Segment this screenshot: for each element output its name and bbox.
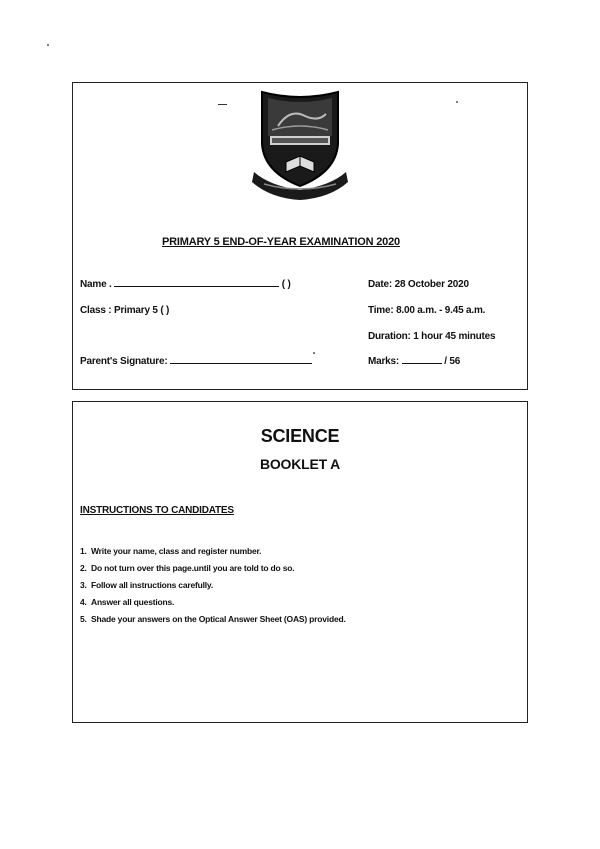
exam-time: Time: 8.00 a.m. - 9.45 a.m. xyxy=(368,305,486,316)
instructions-list xyxy=(80,545,346,630)
subject-title: SCIENCE xyxy=(260,426,340,446)
name-register-bracket: ( ) xyxy=(281,279,291,290)
marks-line xyxy=(402,363,442,364)
scan-speck xyxy=(47,44,49,46)
instructions-heading: INSTRUCTIONS TO CANDIDATES xyxy=(80,505,234,516)
booklet-title: BOOKLET A xyxy=(259,456,341,472)
instruction-item: 5. Shade your answers on the Optical Answer Sheet (OAS) provided. xyxy=(80,614,346,624)
marks-label: Marks: xyxy=(368,356,400,367)
exam-title: PRIMARY 5 END-OF-YEAR EXAMINATION 2020 xyxy=(162,236,400,248)
parent-signature-field xyxy=(80,356,312,367)
marks-field xyxy=(368,356,460,367)
class-field: Class : Primary 5 ( ) xyxy=(80,305,170,316)
exam-duration: Duration: 1 hour 45 minutes xyxy=(368,331,496,342)
school-crest-logo xyxy=(250,86,350,201)
name-label: Name . xyxy=(80,279,112,290)
instruction-item: 2. Do not turn over this page.until you are told to do so. xyxy=(80,563,295,573)
parent-signature-label: Parent's Signature: xyxy=(80,356,168,367)
name-field xyxy=(80,279,291,290)
instruction-item: 3. Follow all instructions carefully. xyxy=(80,580,213,590)
name-line xyxy=(114,286,279,287)
marks-total: / 56 xyxy=(444,356,461,367)
instruction-item: 4. Answer all questions. xyxy=(80,597,175,607)
instruction-item: 1. Write your name, class and register number. xyxy=(80,546,262,556)
dash-mark xyxy=(218,104,227,105)
exam-date: Date: 28 October 2020 xyxy=(368,279,469,290)
parent-signature-line xyxy=(170,363,312,364)
